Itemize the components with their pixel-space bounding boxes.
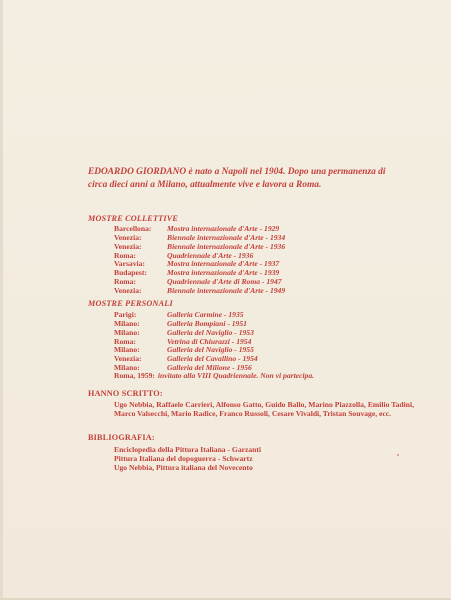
list-desc: Biennale internazionale d'Arte - 1949 (167, 285, 286, 295)
heading-mostre-collettive: MOSTRE COLLETTIVE (88, 214, 179, 223)
list-desc: Biennale internazionale d'Arte - 1934 (167, 232, 286, 242)
list-desc: Galleria del Milione - 1956 (167, 363, 252, 373)
list-city: Venezia: (114, 285, 142, 295)
list-city: Roma: (114, 336, 136, 346)
list-city: Milano: (114, 345, 140, 355)
list-city: Milano: (114, 318, 140, 328)
list-city: Barcellona: (114, 224, 152, 233)
personali-last-row (114, 372, 314, 381)
list-desc: Mostra internazionale d'Arte - 1939 (167, 268, 280, 278)
collettive-list (114, 225, 285, 296)
list-city: Venezia: (114, 232, 142, 242)
list-desc: invitato alla VIII Quadriennale. Non vi partecipa. (157, 371, 315, 380)
list-desc: Galleria Bompiani - 1951 (167, 318, 247, 328)
heading-hanno-scritto: HANNO SCRITTO: (88, 389, 163, 398)
heading-bibliografia: BIBLIOGRAFIA: (88, 433, 155, 442)
list-item (114, 287, 285, 296)
list-city: Milano: (114, 327, 140, 337)
list-city: Roma: (114, 277, 136, 287)
bibliografia-list (114, 445, 261, 473)
list-city: Roma, 1959: (114, 371, 155, 380)
list-desc: Vetrina di Chiurazzi - 1954 (167, 336, 252, 346)
bibliography-item: Pittura Italiana del dopoguerra - Schwartz (114, 454, 253, 464)
heading-mostre-personali: MOSTRE PERSONALI (88, 299, 173, 308)
biography-text: è nato a Napoli nel 1904. Dopo una permanenza di circa dieci anni a Milano, attualmente vive e lavora a Roma. (88, 167, 386, 190)
list-desc: Mostra internazionale d'Arte - 1937 (167, 259, 280, 269)
list-desc: Quadriennale d'Arte - 1936 (167, 250, 254, 260)
list-desc: Mostra internazionale d'Arte - 1929 (167, 224, 280, 233)
list-city: Milano: (114, 363, 140, 373)
biography-paragraph (88, 166, 388, 191)
list-desc: Quadriennale d'Arte di Roma - 1947 (167, 277, 282, 287)
list-city: Roma: (114, 250, 136, 260)
ink-speck (397, 454, 399, 456)
list-desc: Biennale internazionale d'Arte - 1936 (167, 241, 286, 251)
paper-edge-left (0, 0, 3, 600)
list-desc: Galleria del Naviglio - 1955 (167, 345, 254, 355)
list-city: Venezia: (114, 354, 142, 364)
list-city: Venezia: (114, 241, 142, 251)
list-desc: Galleria Carmine - 1935 (167, 310, 244, 319)
list-city: Parigi: (114, 310, 137, 319)
list-city: Varsavia: (114, 259, 145, 269)
list-desc: Galleria del Naviglio - 1953 (167, 327, 254, 337)
bibliography-item: Ugo Nebbia, Pittura italiana del Novecento (114, 463, 253, 473)
personali-list (114, 311, 258, 373)
list-city: Budapest: (114, 268, 147, 278)
artist-name: EDOARDO GIORDANO (88, 167, 187, 177)
list-desc: Galleria del Cavallino - 1954 (167, 354, 258, 364)
bibliography-item: Enciclopedia della Pittura Italiana - Garzanti (114, 445, 262, 454)
hanno-scritto-text: Ugo Nebbia, Raffaele Carrieri, Alfonso Gatto, Guido Ballo, Marino Piazzolla, Emilio Tadini, Marco Valsecchi, Mario Radice, Franco Russoli, Cesare Vivaldi, Tristan Souvage, ecc. (114, 400, 414, 419)
